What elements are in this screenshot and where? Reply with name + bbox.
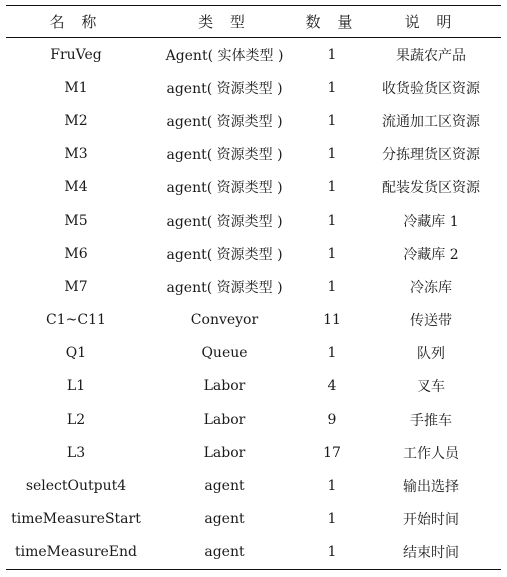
cell-name: M2 bbox=[64, 112, 88, 129]
table-row bbox=[6, 204, 501, 237]
cell-name: L1 bbox=[66, 378, 86, 395]
cell-description: 开始时间 bbox=[403, 512, 459, 529]
cell-description: 流通加工区资源 bbox=[382, 113, 480, 130]
cell-description: 收货验货区资源 bbox=[382, 80, 480, 97]
cell-type: Queue bbox=[201, 345, 248, 362]
cell-type: agent( 资源类型 ) bbox=[166, 279, 283, 296]
cell-description: 叉车 bbox=[417, 379, 445, 396]
table-body bbox=[6, 38, 501, 570]
cell-quantity: 1 bbox=[327, 46, 337, 63]
cell-quantity: 1 bbox=[327, 544, 337, 561]
table-row bbox=[6, 71, 501, 104]
cell-quantity: 1 bbox=[327, 478, 337, 495]
cell-name: FruVeg bbox=[50, 46, 102, 63]
cell-type: Labor bbox=[203, 444, 246, 461]
table-row bbox=[6, 304, 501, 337]
cell-name: M4 bbox=[64, 179, 88, 196]
cell-type: Labor bbox=[203, 411, 246, 428]
cell-type: Labor bbox=[203, 378, 246, 395]
cell-type: Agent( 实体类型 ) bbox=[165, 47, 284, 64]
cell-description: 果蔬农产品 bbox=[396, 47, 466, 64]
cell-name: M1 bbox=[64, 79, 88, 96]
cell-type: agent( 资源类型 ) bbox=[166, 246, 283, 263]
table-row bbox=[6, 337, 501, 370]
cell-name: M5 bbox=[64, 212, 88, 229]
cell-type: agent( 资源类型 ) bbox=[166, 113, 283, 130]
header-type: 类 型 bbox=[198, 13, 251, 31]
cell-type: agent bbox=[204, 478, 245, 495]
cell-description: 分拣理货区资源 bbox=[382, 147, 480, 164]
cell-quantity: 1 bbox=[327, 79, 337, 96]
cell-quantity: 1 bbox=[327, 278, 337, 295]
cell-type: agent( 资源类型 ) bbox=[166, 180, 283, 197]
cell-quantity: 1 bbox=[327, 345, 337, 362]
cell-name: C1~C11 bbox=[46, 312, 106, 329]
header-description: 说 明 bbox=[404, 13, 458, 31]
cell-description: 结束时间 bbox=[403, 545, 459, 562]
cell-name: M7 bbox=[64, 278, 88, 295]
cell-description: 输出选择 bbox=[403, 479, 459, 496]
cell-quantity: 1 bbox=[327, 511, 337, 528]
cell-quantity: 1 bbox=[327, 112, 337, 129]
table-row bbox=[6, 171, 501, 204]
cell-name: M6 bbox=[64, 245, 88, 262]
cell-type: agent bbox=[204, 544, 245, 561]
cell-name: selectOutput4 bbox=[25, 478, 127, 495]
cell-name: M3 bbox=[64, 146, 88, 163]
table-row bbox=[6, 237, 501, 270]
table-row bbox=[6, 503, 501, 536]
cell-type: agent( 资源类型 ) bbox=[166, 80, 283, 97]
cell-description: 手推车 bbox=[410, 412, 452, 429]
cell-description: 冷冻库 bbox=[410, 279, 452, 296]
table-row bbox=[6, 38, 501, 72]
cell-description: 冷藏库 1 bbox=[403, 213, 459, 230]
table-row bbox=[6, 436, 501, 469]
cell-type: agent( 资源类型 ) bbox=[166, 213, 283, 230]
cell-name: Q1 bbox=[65, 345, 87, 362]
cell-quantity: 1 bbox=[327, 212, 337, 229]
table-row bbox=[6, 469, 501, 502]
cell-type: Conveyor bbox=[190, 312, 259, 329]
cell-name: L3 bbox=[66, 444, 86, 461]
cell-quantity: 1 bbox=[327, 245, 337, 262]
model-component-table bbox=[6, 5, 501, 570]
cell-quantity: 4 bbox=[327, 378, 337, 395]
cell-description: 配装发货区资源 bbox=[382, 180, 480, 197]
cell-name: L2 bbox=[66, 411, 86, 428]
header-row bbox=[6, 6, 501, 38]
table-row bbox=[6, 138, 501, 171]
table-row bbox=[6, 270, 501, 303]
cell-description: 冷藏库 2 bbox=[403, 246, 459, 263]
cell-description: 工作人员 bbox=[403, 445, 459, 462]
cell-quantity: 1 bbox=[327, 179, 337, 196]
cell-quantity: 11 bbox=[323, 312, 341, 329]
cell-name: timeMeasureEnd bbox=[14, 544, 137, 561]
table-row bbox=[6, 104, 501, 137]
cell-quantity: 17 bbox=[323, 444, 341, 461]
table-row bbox=[6, 403, 501, 436]
cell-description: 队列 bbox=[417, 346, 445, 363]
table-row bbox=[6, 536, 501, 570]
cell-quantity: 1 bbox=[327, 146, 337, 163]
cell-name: timeMeasureStart bbox=[11, 511, 141, 528]
cell-type: agent bbox=[204, 511, 245, 528]
cell-description: 传送带 bbox=[410, 313, 452, 330]
table-header bbox=[6, 6, 501, 38]
header-name: 名 称 bbox=[49, 13, 103, 31]
header-quantity: 数 量 bbox=[305, 13, 359, 31]
cell-type: agent( 资源类型 ) bbox=[166, 147, 283, 164]
cell-quantity: 9 bbox=[327, 411, 337, 428]
model-component-table-container bbox=[6, 5, 501, 570]
table-row bbox=[6, 370, 501, 403]
